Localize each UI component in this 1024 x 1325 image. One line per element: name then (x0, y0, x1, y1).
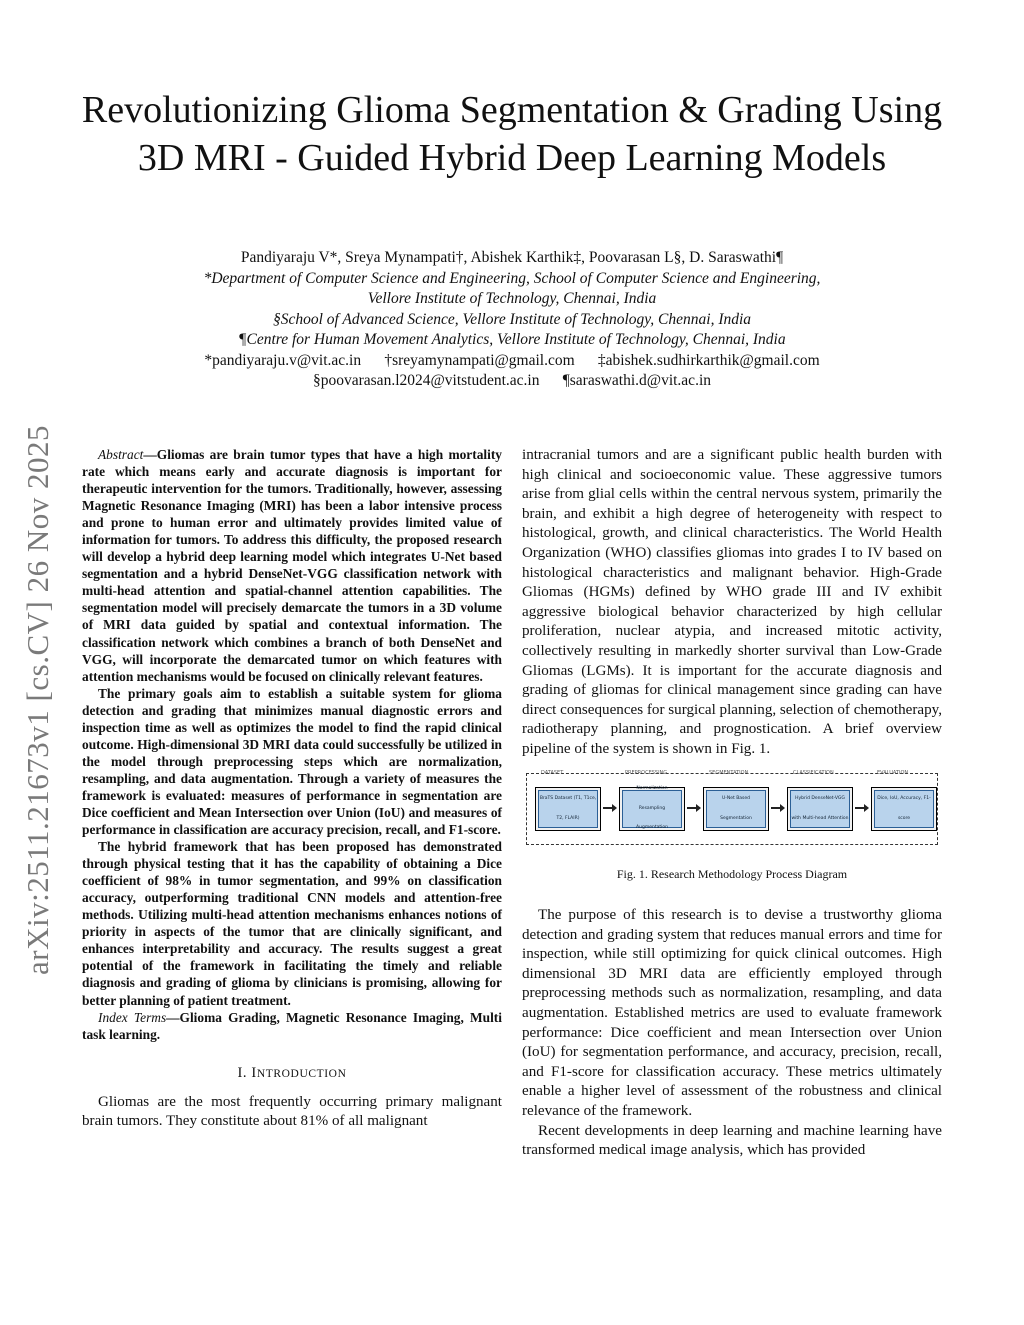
pipeline-arrow (855, 807, 865, 809)
stage-label: EVALUATION (877, 769, 909, 776)
author-names: Pandiyaraju V*, Sreya Mynampati†, Abishek Karthik‡, Poovarasan L§, D. Saraswathi¶ (240, 249, 784, 266)
abstract-paragraph-2: The primary goals aim to establish a suitable system for glioma detection and grading that minimizes manual diagnostic errors and inspection time as well as optimizes the model to find the rapid clinical outcome. High-dimensional 3D MRI data could successfully be utilized in the model through preprocessing steps which are normalization, resampling, and data augmentation. Through a variety of measures the framework is evaluated: measures of performance in segmentation are Dice coefficient and Mean Intersection over Union (IoU) and measures of performance in classification are accuracy precision, recall, and F1-score. (82, 685, 502, 838)
pipeline-stage (619, 787, 685, 831)
left-column (82, 446, 502, 1132)
affiliation-3: ¶Centre for Human Movement Analytics, Vellore Institute of Technology, Chennai, India (238, 331, 786, 348)
pipeline-stage (787, 787, 853, 831)
pipeline-stage (535, 787, 601, 831)
pipeline-arrow (771, 807, 781, 809)
stage-label: DATASET (541, 769, 564, 776)
pipeline-diagram (526, 769, 938, 845)
intro-paragraph-1: Gliomas are the most frequently occurring primary malignant brain tumors. They constitute about 81% of all malignant (82, 1093, 502, 1130)
affiliation-1a: *Department of Computer Science and Engineering, School of Computer Science and Engineering, (203, 269, 821, 287)
affiliation-1b: Vellore Institute of Technology, Chennai, India (367, 290, 657, 307)
index-terms: Index Terms—Glioma Grading, Magnetic Resonance Imaging, Multi task learning. (82, 1009, 502, 1042)
stage-text: BraTS Dataset (T1, T1ce, T2, FLAIR) (538, 790, 598, 828)
emails-line-1: *pandiyaraju.v@vit.ac.in †sreyamynampati@gmail.com ‡abishek.sudhirkarthik@gmail.com (204, 351, 820, 369)
stage-text: Dice, IoU, Accuracy, F1-score (874, 790, 934, 828)
section-heading-introduction: I. INTRODUCTION (237, 1064, 347, 1081)
figure-1 (522, 769, 942, 845)
right-paragraph-1: intracranial tumors and are a significant public health burden with high clinical and socioeconomic value. These aggressive tumors arise from glial cells within the central nervous system, primarily the brain, and exhibit a high degree of heterogeneity with respect to histological, growth, and clinical characteristics. The World Health Organization (WHO) classifies gliomas into grades I to IV based on histological characteristics and malignant behavior. High-Grade Gliomas (HGMs) defined by WHO grade III and IV exhibit aggressive biological behavior characterized by high cellular proliferation, nuclear atypia, and increased mitotic activity, collectively resulting in markedly shorter survival than Low-Grade Gliomas (LGMs). It is important for the accurate diagnosis and grading of gliomas for clinical management since grading can have direct consequences for surgical planning, selection of chemotherapy, radiotherapy planning, and prognostication. A brief overview pipeline of the system is shown in Fig. 1. (522, 447, 942, 757)
abstract-label: Abstract (98, 447, 144, 462)
stage-text: Normalization Resampling Augmentation (622, 790, 682, 828)
stage-text: U-Net Based Segmentation (706, 790, 766, 828)
arxiv-identifier: arXiv:2511.21673v1 [cs.CV] 26 Nov 2025 (20, 425, 55, 975)
pipeline-arrow (603, 807, 613, 809)
stage-text: Hybrid DenseNet-VGG with Multi-head Attention (790, 790, 850, 828)
pipeline-arrow (687, 807, 697, 809)
pipeline-stage (703, 787, 769, 831)
abstract-paragraph-3: The hybrid framework that has been proposed has demonstrated through physical testing that it has the capability of obtaining a Dice coefficient of 98% in tumor segmentation, and 99% on classification accuracy, outperforming traditional CNN models and attention-free methods. Utilizing multi-head attention mechanisms enhances notions of priority in aspects of the tumor that are clinically significant, and enhances interpretability and accuracy. The results suggest a great potential of the framework in facilitating the timely and reliable diagnosis and grading of glioma by clinicians is promising, allowing for better planning of patient treatment. (82, 839, 502, 1008)
right-column (522, 446, 942, 1161)
stage-label: PREPROCESSING (625, 769, 668, 776)
right-paragraph-2: The purpose of this research is to devise a trustworthy glioma detection and grading system that reduces manual errors and time for inspection, while still optimizing for quick clinical outcomes. High dimensional 3D MRI data are efficiently employed through preprocessing methods such as normalization, resampling, and data augmentation. Established metrics are used to evaluate framework performance: Dice coefficient and mean Intersection over Union (IoU) for segmentation performance, and accuracy, precision, recall, and F1-score for classification accuracy. These metrics ultimately enable a higher level of assessment of the robustness and clinical relevance of the framework. (522, 907, 942, 1120)
emails-line-2: §poovarasan.l2024@vitstudent.ac.in ¶saraswathi.d@vit.ac.in (312, 372, 711, 389)
abstract-paragraph-1: Abstract—Gliomas are brain tumor types that have a high mortality rate which means early and accurate diagnosis is important for therapeutic intervention for the tumors. Traditionally, however, assessing Magnetic Resonance Imaging (MRI) has been a labor intensive process and prone to human error and ultimately provides limited value of information for tumors. To address this difficulty, the proposed research will develop a hybrid deep learning model which integrates U-Net based segmentation and a hybrid DenseNet-VGG classification network with multi-head attention and spatial-channel attention capabilities. The segmentation model will precisely demarcate the tumors in a 3D volume of MRI data guided by spatial and contextual information. The classification network which combines a branch of both DenseNet and VGG, will incorporate the demarcated tumor on which features with attention mechanisms would be focused on clinically relevant features. (82, 447, 502, 684)
right-paragraph-3: Recent developments in deep learning and machine learning have transformed medical image analysis, which has provided (522, 1122, 942, 1159)
stage-label: CLASSIFICATION (793, 769, 834, 776)
figure-1-caption: Fig. 1. Research Methodology Process Diagram (616, 866, 848, 881)
paper-title: Revolutionizing Glioma Segmentation & Grading Using 3D MRI - Guided Hybrid Deep Learning Models (81, 89, 943, 179)
affiliation-2: §School of Advanced Science, Vellore Institute of Technology, Chennai, India (272, 310, 752, 328)
author-block (80, 248, 944, 392)
stage-label: SEGMENTATION (709, 769, 749, 776)
pipeline-stage (871, 787, 937, 831)
